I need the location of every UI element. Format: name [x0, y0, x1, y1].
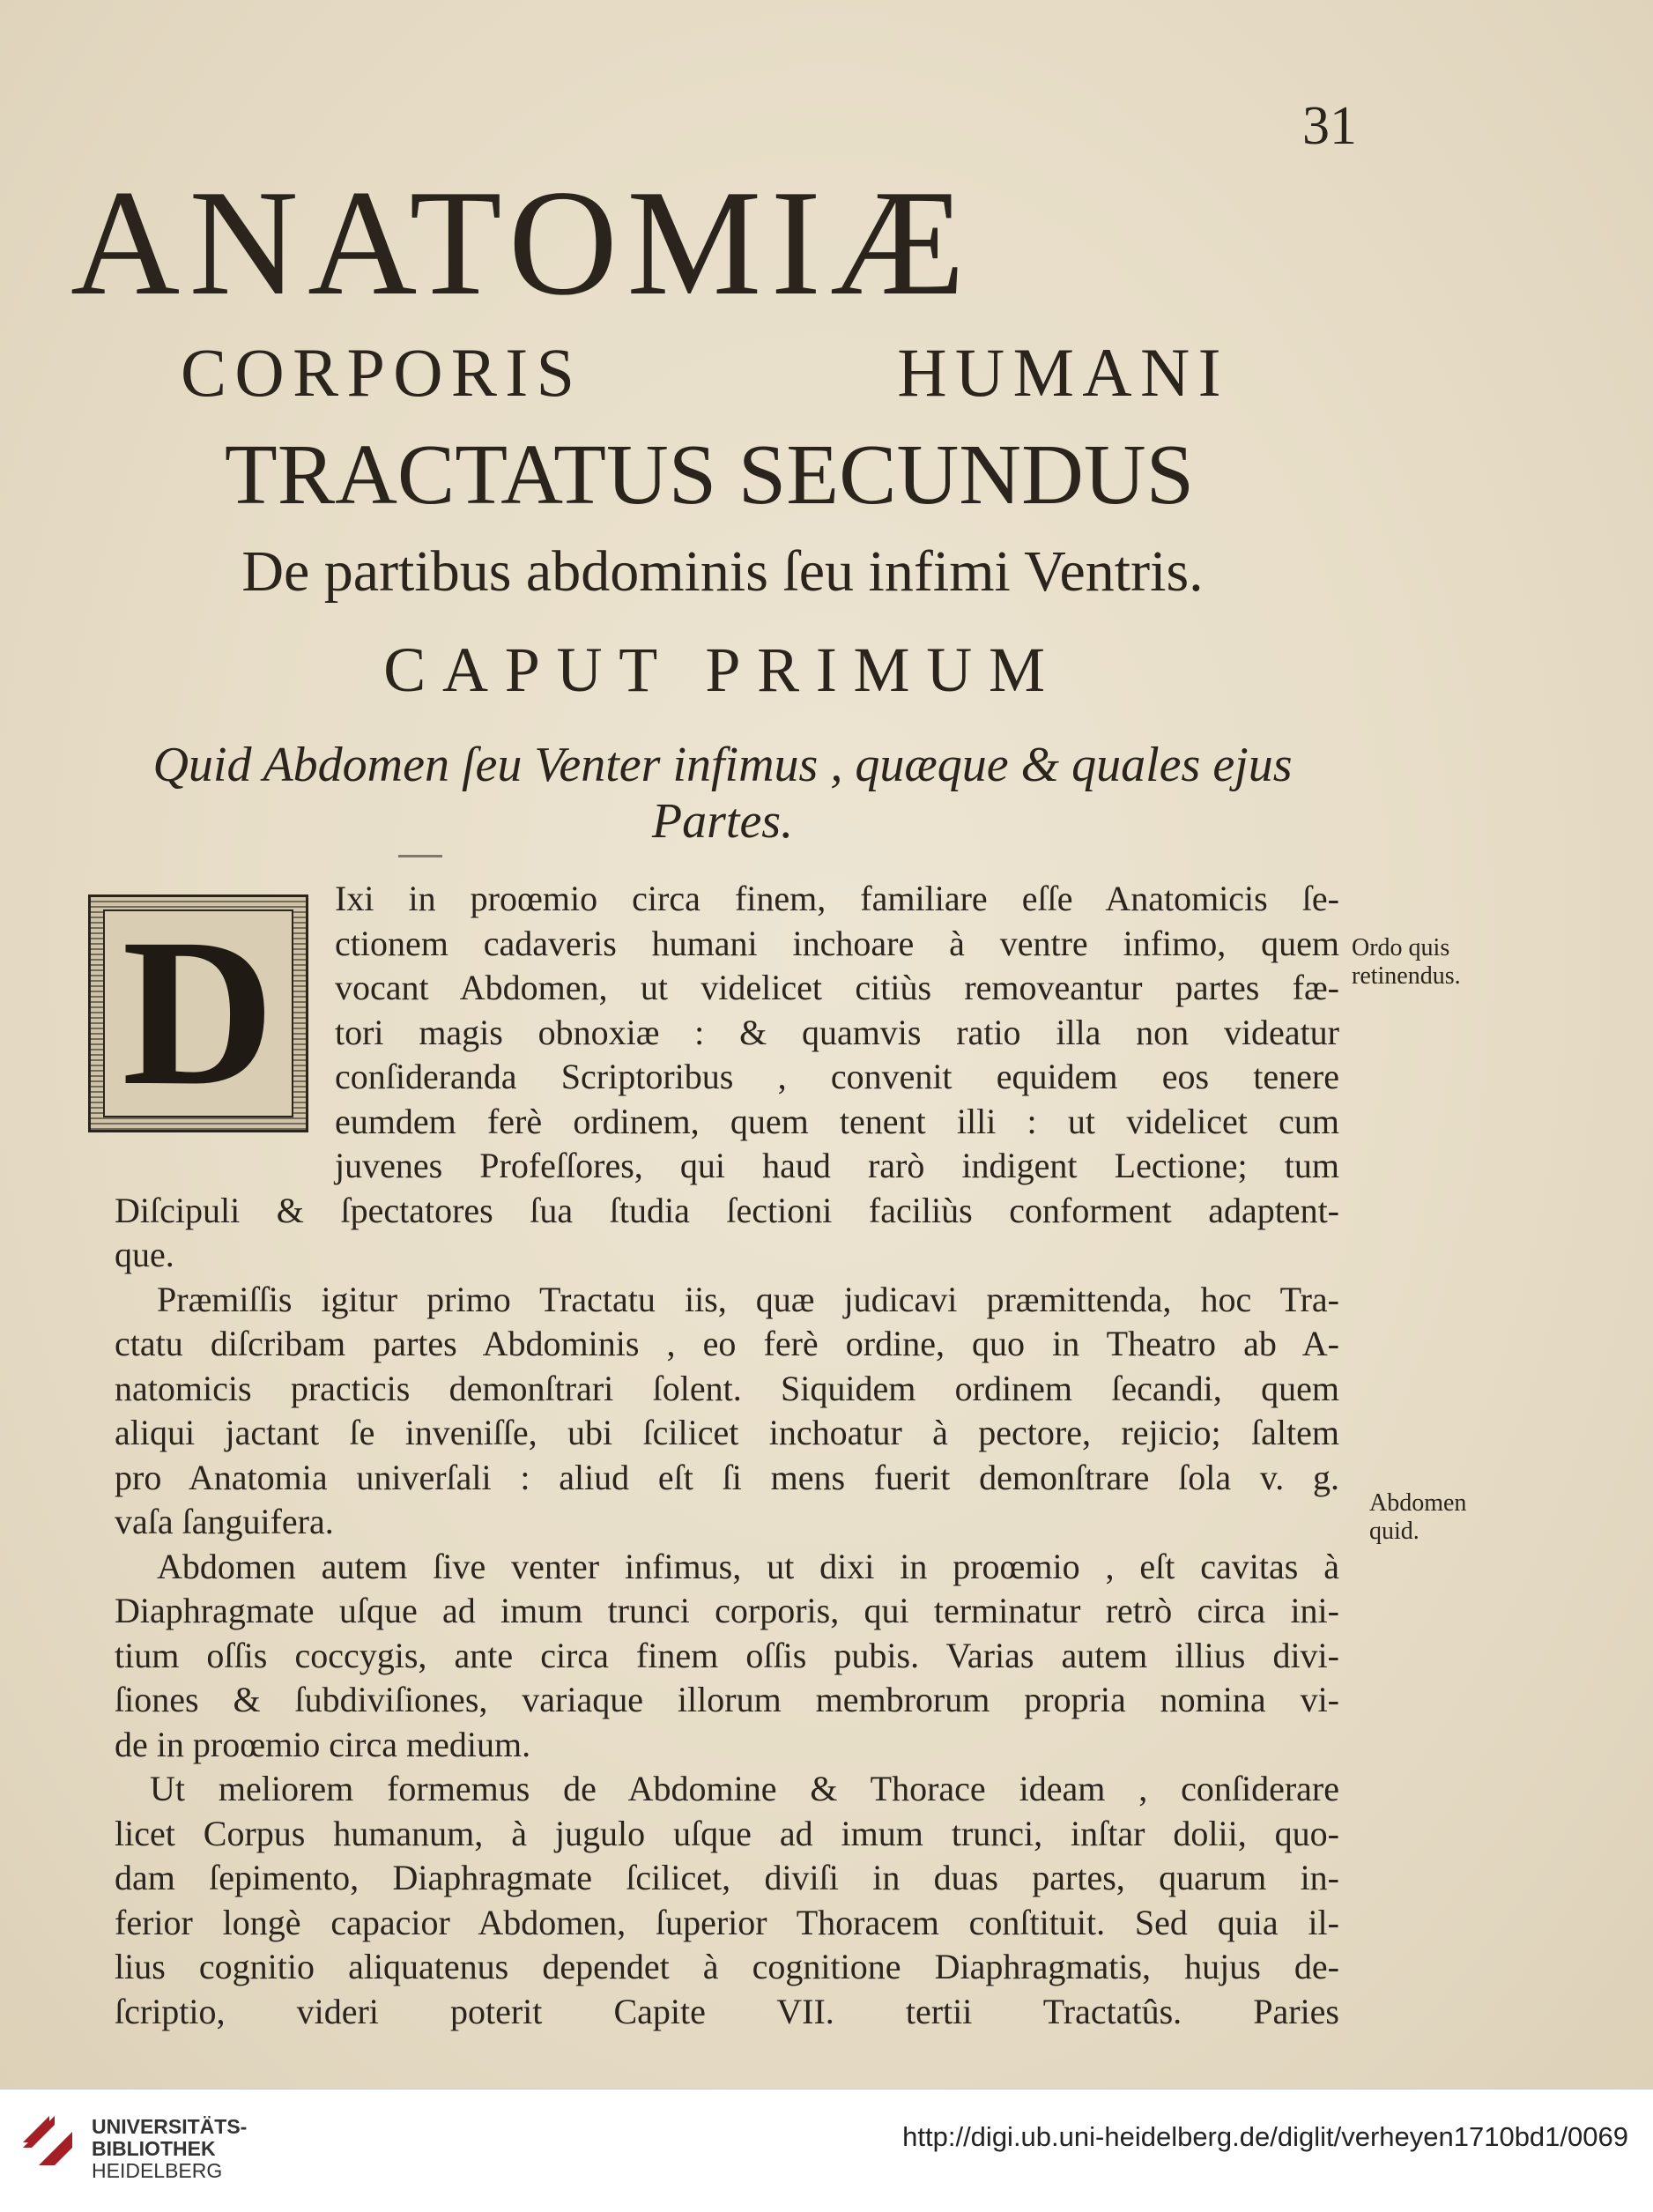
text-line: ctionem cadaveris humani inchoare à ventre infimo, quem — [335, 923, 1339, 963]
page-number: 31 — [1302, 96, 1357, 156]
text-line: eumdem ferè ordinem, quem tenent illi : ut videlicet cum — [335, 1101, 1339, 1141]
text-line: Diſcipuli & ſpectatores ſua ſtudia ſectioni faciliùs conforment adaptent- — [115, 1190, 1339, 1230]
text-line: vocant Abdomen, ut videlicet citiùs removeantur partes fæ- — [335, 968, 1339, 1007]
logo-line: HEIDELBERG — [92, 2159, 223, 2182]
library-logo-icon — [19, 2112, 76, 2169]
ornamental-dash — [398, 855, 442, 857]
tractatus-heading: TRACTATUS SECUNDUS — [224, 427, 1195, 523]
caput-subheading: Quid Abdomen ſeu Venter infimus , quæque & quales ejus Partes. — [152, 738, 1293, 850]
text-line: ſcriptio, videri poterit Capite VII. tertii Tractatûs. Paries — [115, 1991, 1339, 2031]
viewer-footer — [0, 2089, 1653, 2212]
text-line: Ut meliorem formemus de Abdomine & Thorace ideam , conſiderare — [150, 1769, 1339, 1808]
logo-line: BIBLIOTHEK — [92, 2137, 216, 2160]
logo-line: UNIVERSITÄTS- — [92, 2115, 248, 2138]
text-line: ſiones & ſubdiviſiones, variaque illorum membrorum propria nomina vi- — [115, 1680, 1339, 1719]
margin-note-line: Ordo quis — [1352, 934, 1450, 961]
margin-note-line: quid. — [1369, 1518, 1420, 1545]
permalink-url[interactable]: http://digi.ub.uni-heidelberg.de/diglit/verheyen1710bd1/0069 — [902, 2121, 1628, 2152]
text-line: que. — [115, 1235, 174, 1274]
text-line: juvenes Profeſſores, qui haud rarò indigent Lectione; tum — [335, 1146, 1339, 1185]
text-line: tium oſſis coccygis, ante circa finem oſſis pubis. Varias autem illius divi- — [115, 1635, 1339, 1675]
text-line: conſideranda Scriptoribus , convenit equidem eos tenere — [335, 1057, 1339, 1096]
caput-heading: CAPUT PRIMUM — [383, 635, 1062, 705]
text-line: tori magis obnoxiæ : & quamvis ratio illa non videatur — [335, 1012, 1339, 1052]
text-line: lius cognitio aliquatenus dependet à cognitione Diaphragmatis, hujus de- — [115, 1947, 1339, 1986]
margin-note-line: retinendus. — [1352, 962, 1461, 990]
drop-cap-letter: D — [122, 894, 275, 1129]
margin-note-abdomen — [1369, 1489, 1466, 1546]
text-line: Ixi in proœmio circa finem, familiare eſſe Anatomicis ſe- — [335, 879, 1339, 918]
text-line: vaſa ſanguifera. — [115, 1502, 334, 1541]
title-anatomiae: ANATOMIÆ — [70, 160, 975, 327]
margin-note-ordo — [1352, 934, 1461, 991]
body-text — [115, 877, 1339, 2034]
text-line: de in proœmio circa medium. — [115, 1724, 531, 1764]
library-logo-text — [92, 2116, 247, 2182]
text-line: Abdomen autem ſive venter infimus, ut dixi in proœmio , eſt cavitas à — [157, 1546, 1339, 1586]
section-description: De partibus abdominis ſeu infimi Ventris. — [241, 539, 1204, 604]
text-line: licet Corpus humanum, à jugulo uſque ad imum trunci, inſtar dolii, quo- — [115, 1813, 1339, 1853]
text-line: Diaphragmate uſque ad imum trunci corporis, qui terminatur retrò circa ini- — [115, 1591, 1339, 1630]
margin-note-line: Abdomen — [1369, 1489, 1467, 1517]
text-line: aliqui jactant ſe inveniſſe, ubi ſcilicet inchoatur à pectore, rejicio; ſaltem — [115, 1413, 1339, 1452]
subtitle-corporis-humani: CORPORIS HUMANI — [181, 334, 1229, 411]
text-line: dam ſepimento, Diaphragmate ſcilicet, diviſi in duas partes, quarum in- — [115, 1858, 1339, 1897]
text-line: pro Anatomia univerſali : aliud eſt ſi mens fuerit demonſtrare ſola v. g. — [115, 1457, 1339, 1497]
text-line: natomicis practicis demonſtrari ſolent. Siquidem ordinem ſecandi, quem — [115, 1368, 1339, 1408]
text-line: ferior longè capacior Abdomen, ſuperior Thoracem conſtituit. Sed quia il- — [115, 1902, 1339, 1942]
text-line: ctatu diſcribam partes Abdominis , eo ferè ordine, quo in Theatro ab A- — [115, 1324, 1339, 1363]
text-line: Præmiſſis igitur primo Tractatu iis, quæ judicavi præmittenda, hoc Tra- — [157, 1279, 1339, 1319]
